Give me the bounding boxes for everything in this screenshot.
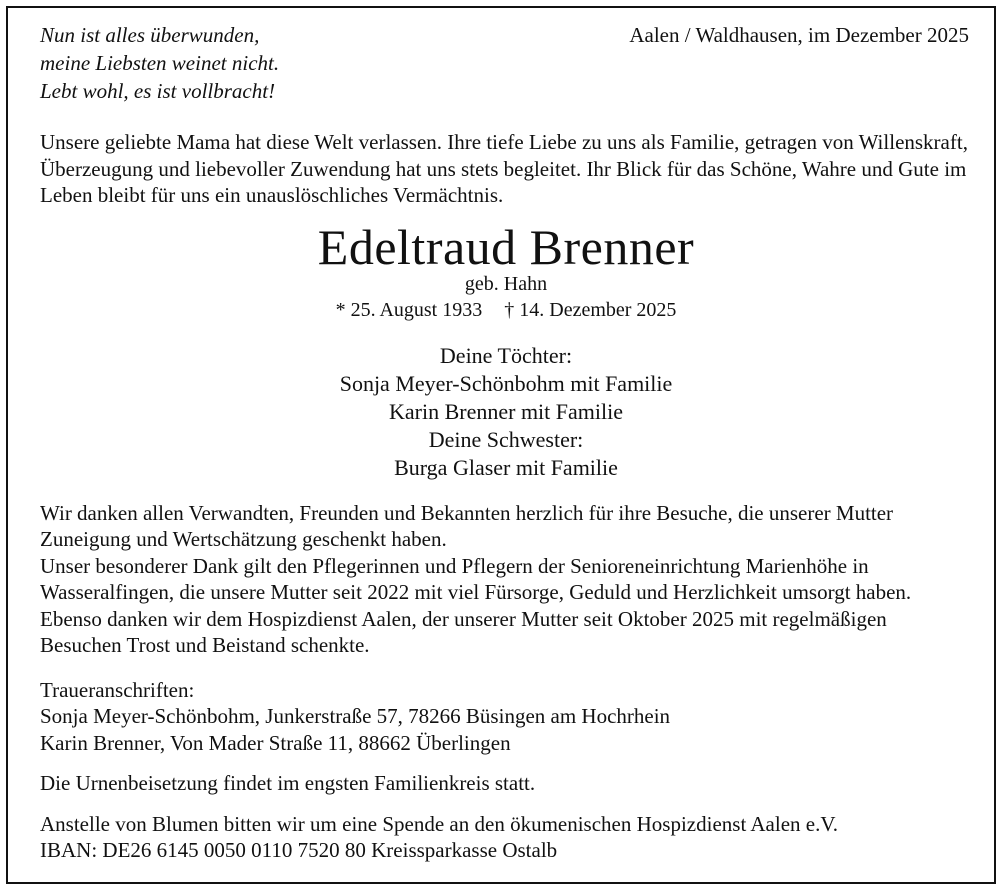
motto-verse — [40, 21, 279, 105]
bank-details: IBAN: DE26 6145 0050 0110 7520 80 Kreissparkasse Ostalb — [40, 838, 558, 862]
maiden-name: geb. Hahn — [464, 272, 548, 295]
address-entry: Karin Brenner, Von Mader Straße 11, 88662 Überlingen — [40, 730, 511, 755]
life-dates — [40, 298, 972, 322]
mourning-addresses — [40, 677, 972, 757]
obituary-content — [40, 18, 972, 864]
motto-line: Lebt wohl, es ist vollbracht! — [40, 79, 276, 103]
deceased-name: Edeltraud Brenner — [317, 218, 695, 275]
thanks-paragraph: Unser besonderer Dank gilt den Pflegerinnen und Pflegern der Senioreneinrichtung Marienhöhe in Wasseralfingen, die unsere Mutter seit 2022 mit viel Fürsorge, Geduld und Herzlichkeit umsorgt haben. Ebenso danken wir dem Hospizdienst Aalen, der unserer Mutter seit Oktober 2025 mit regelmäßigen Besuchen Trost und Beistand schenkte. — [40, 553, 912, 657]
birth-date: * 25. August 1933 — [335, 298, 483, 321]
addresses-heading: Traueranschriften: — [40, 677, 195, 702]
intro-paragraph: Unsere geliebte Mama hat diese Welt verlassen. Ihre tiefe Liebe zu uns als Familie, getragen von Willenskraft, Überzeugung und liebevoller Zuwendung hat uns stets begleitet. Ihr Blick für das Schöne, Wahre und Gute im Leben bleibt für uns ein unauslöschliches Vermächtnis. — [40, 130, 968, 207]
death-date: † 14. Dezember 2025 — [504, 298, 677, 321]
family-member: Sonja Meyer-Schönbohm mit Familie — [339, 370, 673, 396]
motto-line: Nun ist alles überwunden, — [40, 23, 260, 47]
header-row — [40, 18, 972, 105]
family-heading-daughters: Deine Töchter: — [439, 342, 573, 368]
address-entry: Sonja Meyer-Schönbohm, Junkerstraße 57, 78266 Büsingen am Hochrhein — [40, 704, 671, 728]
thanks-paragraph: Wir danken allen Verwandten, Freunden und Bekannten herzlich für ihre Besuche, die unserer Mutter Zuneigung und Wertschätzung geschenkt haben. — [40, 500, 894, 551]
motto-line: meine Liebsten weinet nicht. — [40, 51, 280, 75]
family-member: Burga Glaser mit Familie — [394, 454, 618, 480]
family-heading-sister: Deine Schwester: — [428, 426, 584, 452]
thanks-section — [40, 500, 972, 659]
donation-text: Anstelle von Blumen bitten wir um eine Spende an den ökumenischen Hospizdienst Aalen e.V. — [40, 811, 839, 836]
place-date: Aalen / Waldhausen, im Dezember 2025 — [629, 23, 969, 47]
family-list — [40, 342, 972, 482]
obituary-frame — [6, 6, 996, 884]
burial-note: Die Urnenbeisetzung findet im engsten Familienkreis statt. — [40, 771, 536, 795]
donation-section — [40, 811, 972, 864]
family-member: Karin Brenner mit Familie — [389, 398, 623, 424]
